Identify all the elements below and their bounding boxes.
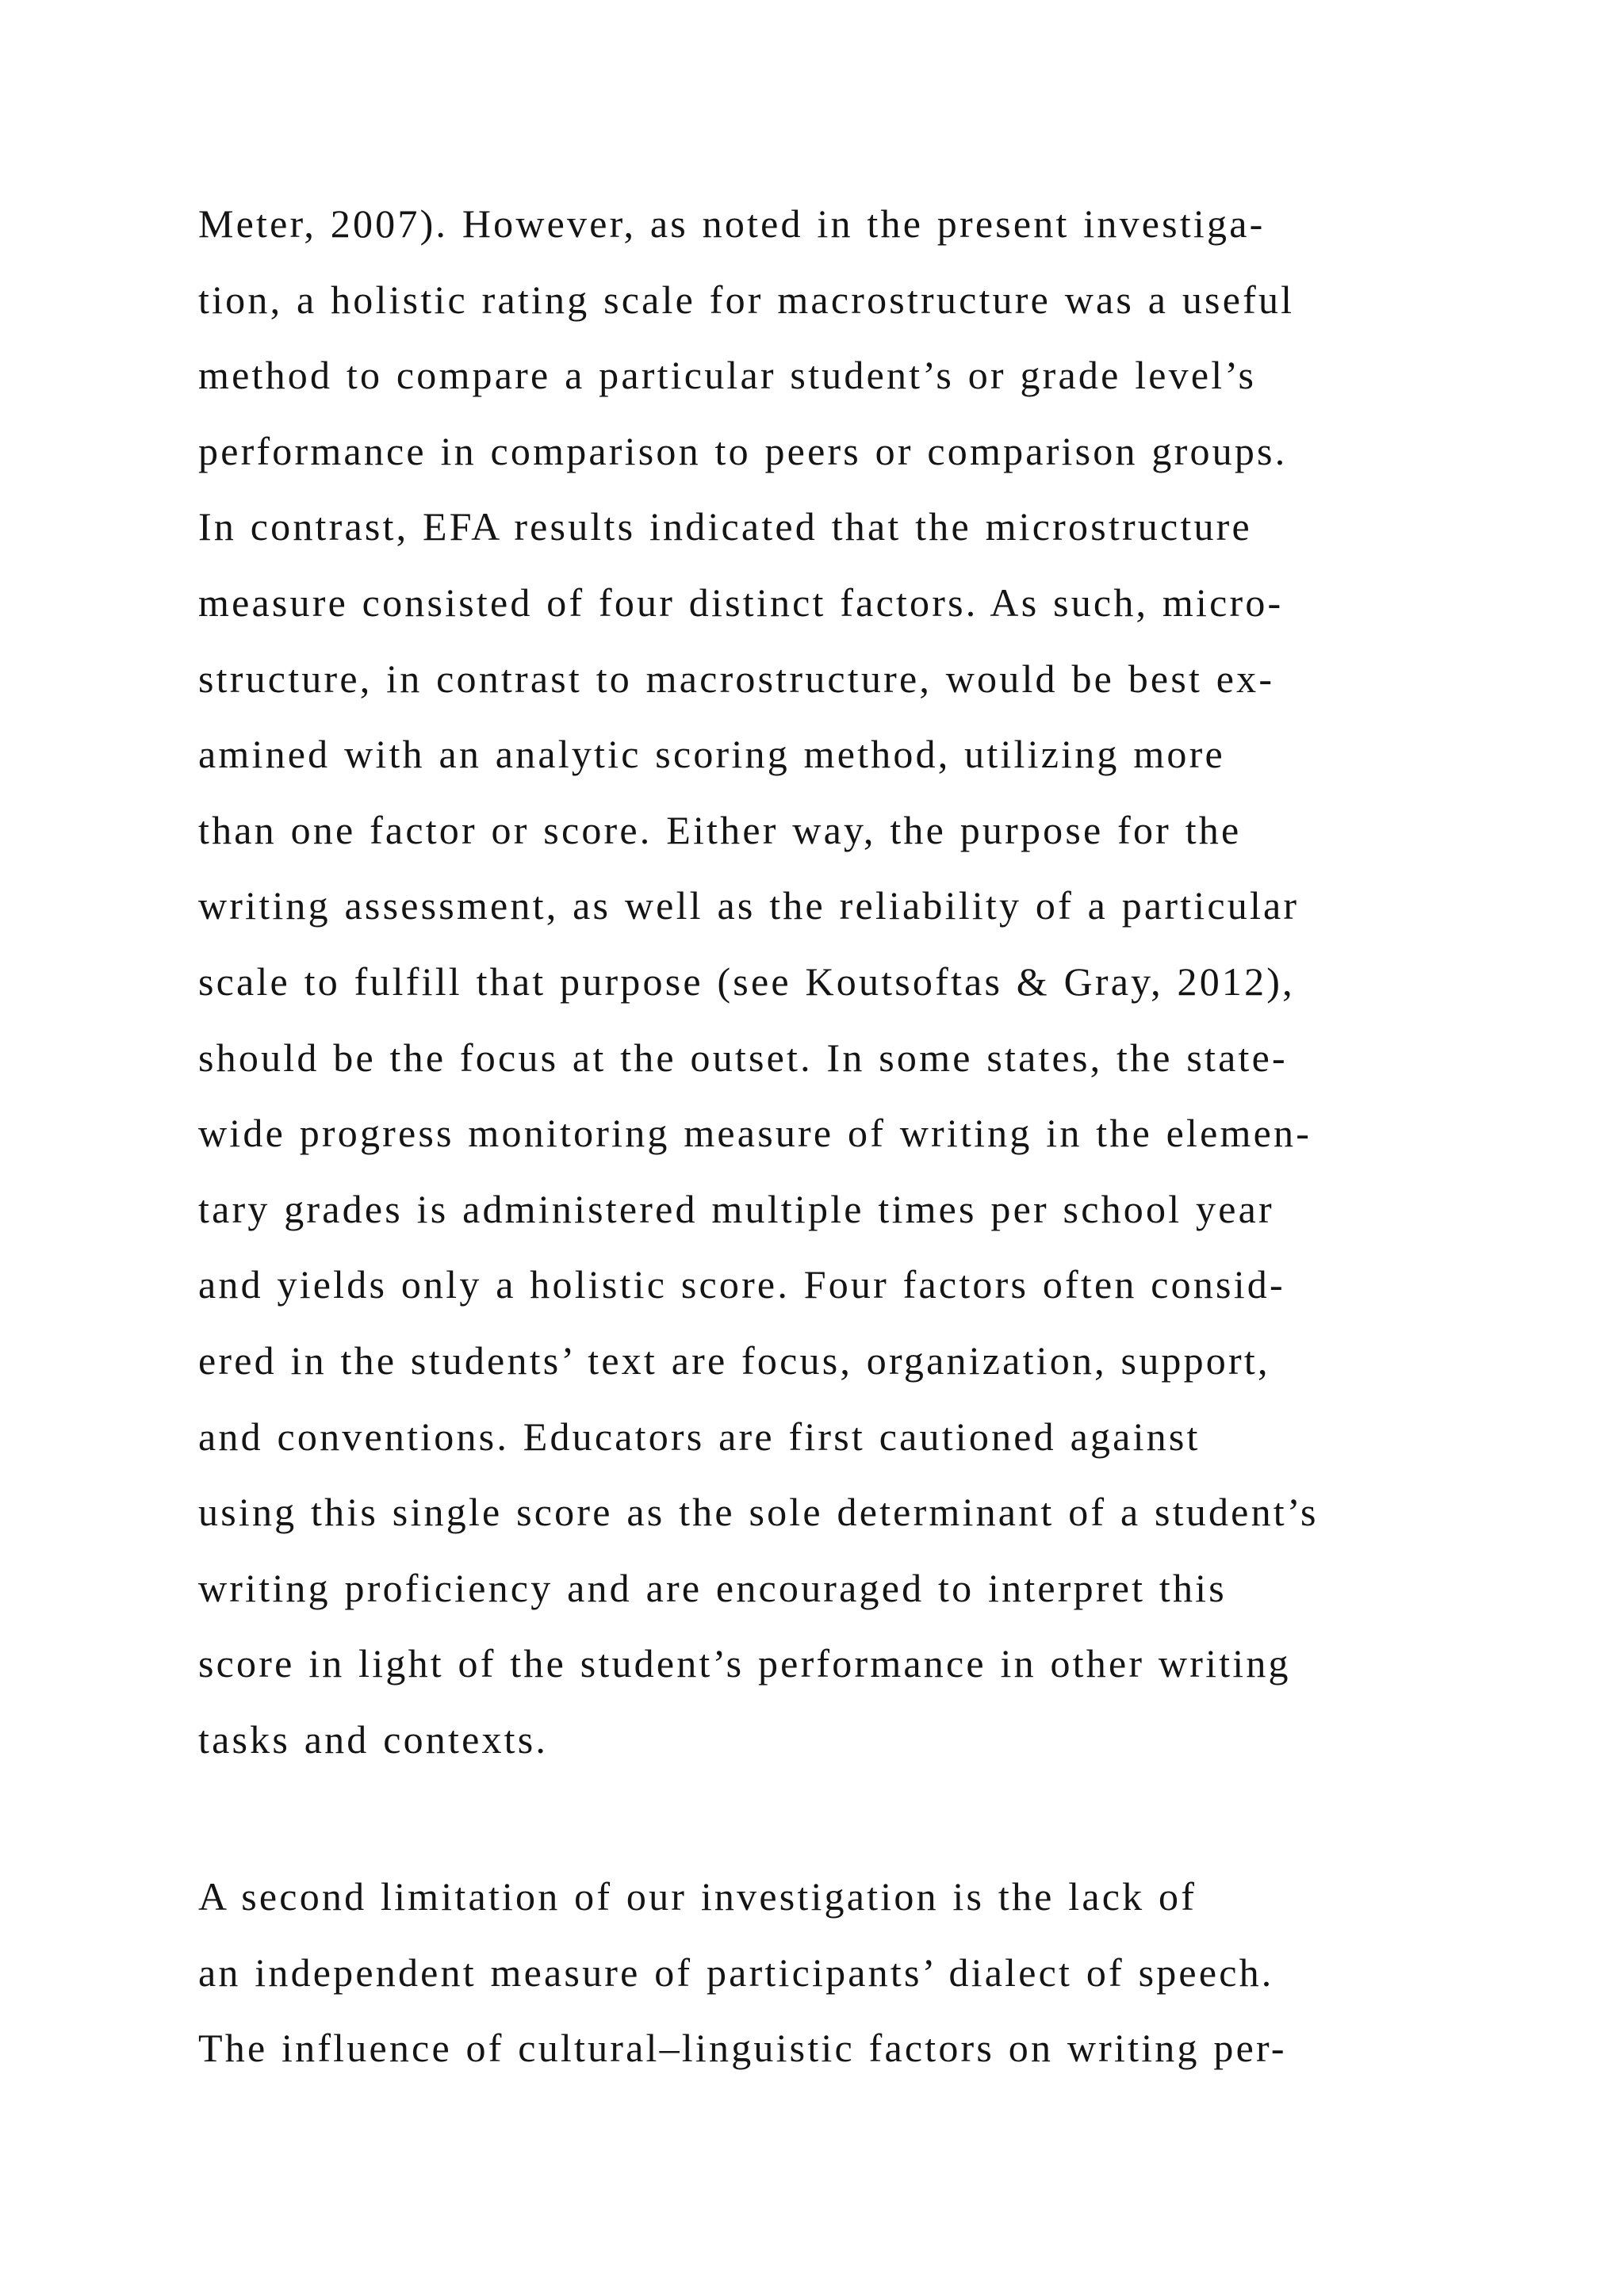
text-line: using this single score as the sole determinant of a student’s xyxy=(198,1490,1319,1535)
text-line: wide progress monitoring measure of writing in the elemen- xyxy=(198,1111,1312,1156)
text-line: and conventions. Educators are first cautioned against xyxy=(198,1414,1201,1459)
text-line: and yields only a holistic score. Four factors often consid- xyxy=(198,1262,1285,1307)
text-line: A second limitation of our investigation is the lack of xyxy=(198,1874,1197,1919)
paragraph-limitations-first xyxy=(198,186,1435,1777)
text-line: tion, a holistic rating scale for macrostructure was a useful xyxy=(198,277,1295,322)
text-line: writing proficiency and are encouraged to interpret this xyxy=(198,1565,1227,1610)
text-line: The influence of cultural–linguistic factors on writing per- xyxy=(198,2026,1287,2071)
text-line: performance in comparison to peers or comparison groups. xyxy=(198,428,1288,473)
text-line: than one factor or score. Either way, the purpose for the xyxy=(198,807,1242,852)
text-line: should be the focus at the outset. In some states, the state- xyxy=(198,1035,1288,1080)
text-line: an independent measure of participants’ dialect of speech. xyxy=(198,1950,1274,1995)
text-line: tasks and contexts. xyxy=(198,1716,549,1762)
text-line: amined with an analytic scoring method, utilizing more xyxy=(198,732,1225,777)
text-line: tary grades is administered multiple times per school year xyxy=(198,1186,1274,1231)
text-line: scale to fulfill that purpose (see Koutsoftas & Gray, 2012), xyxy=(198,959,1295,1004)
text-line: measure consisted of four distinct factors. As such, micro- xyxy=(198,580,1284,625)
text-line: ered in the students’ text are focus, organization, support, xyxy=(198,1337,1270,1383)
text-line: structure, in contrast to macrostructure, would be best ex- xyxy=(198,656,1275,701)
paragraph-limitations-second xyxy=(198,1859,1435,2087)
text-line: Meter, 2007). However, as noted in the present investiga- xyxy=(198,201,1266,246)
text-line: score in light of the student’s performance in other writing xyxy=(198,1641,1291,1686)
text-line: method to compare a particular student’s or grade level’s xyxy=(198,353,1257,398)
text-line: writing assessment, as well as the reliability of a particular xyxy=(198,883,1300,928)
text-line: In contrast, EFA results indicated that the microstructure xyxy=(198,504,1252,549)
